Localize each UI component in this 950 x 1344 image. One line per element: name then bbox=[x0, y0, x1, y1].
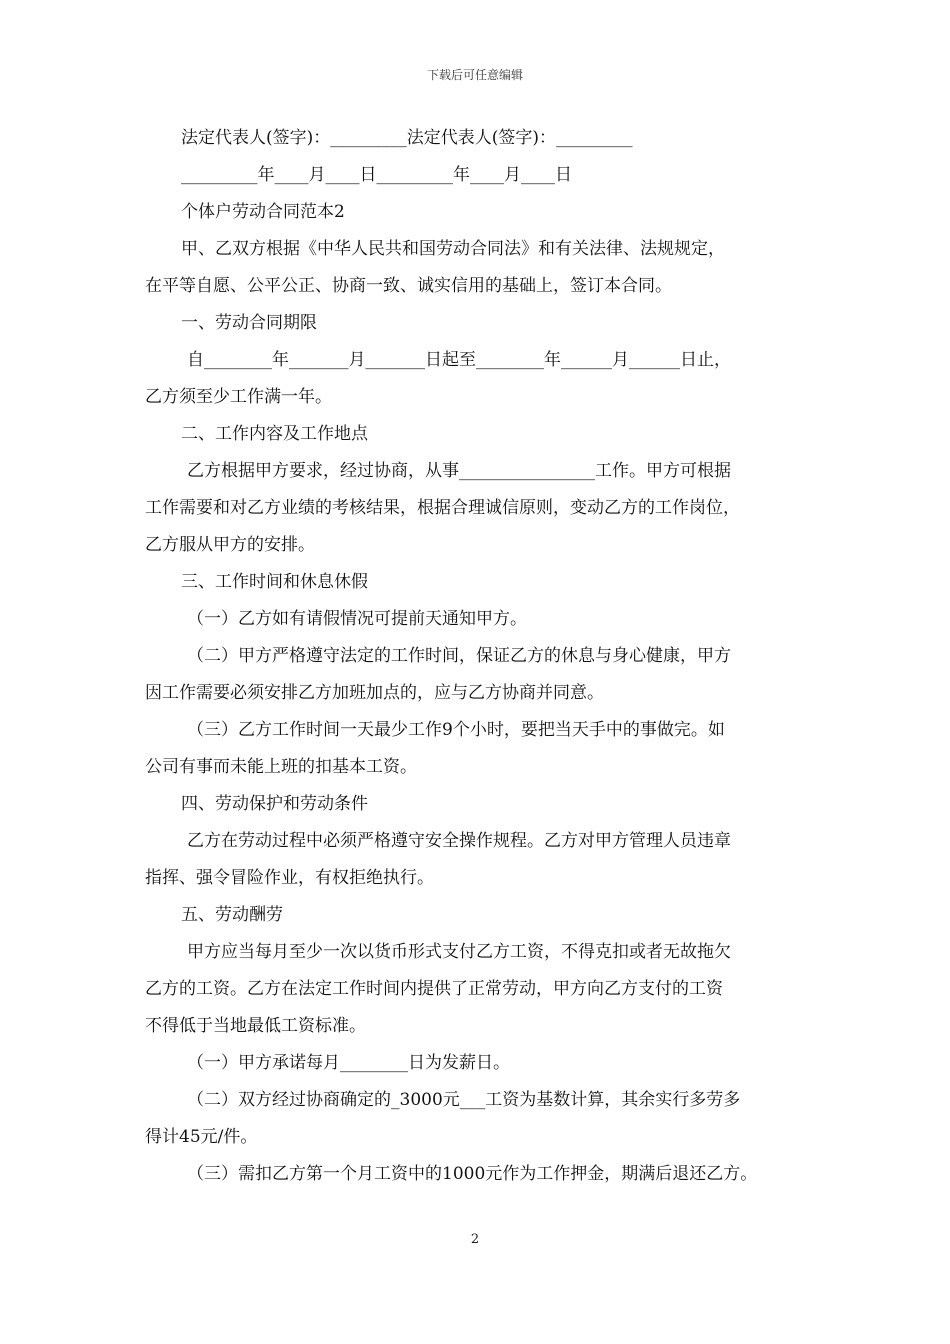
page-header: 下载后可任意编辑 bbox=[426, 68, 523, 82]
paragraph-line: 甲方应当每月至少一次以货币形式支付乙方工资，不得克扣或者无故拖欠 bbox=[187, 942, 731, 962]
paragraph-line: 甲、乙双方根据《中华人民共和国劳动合同法》和有关法律、法规规定， bbox=[181, 239, 725, 259]
paragraph-line: 自________年_______月_______日起至________年______月______日止， bbox=[187, 350, 731, 370]
paragraph-line: 得计45元/件。 bbox=[145, 1127, 258, 1147]
clause-line: （三）乙方工作时间一天最少工作9个小时，要把当天手中的事做完。如 bbox=[187, 720, 725, 740]
paragraph-line: 因工作需要必须安排乙方加班加点的，应与乙方协商并同意。 bbox=[145, 683, 604, 703]
paragraph-line: 乙方在劳动过程中必须严格遵守安全操作规程。乙方对甲方管理人员违章 bbox=[187, 831, 731, 851]
contract-title: 个体户劳动合同范本2 bbox=[181, 202, 345, 222]
date-line: _________年____月____日_________年____月____日 bbox=[181, 165, 572, 185]
clause-line: （一）乙方如有请假情况可提前天通知甲方。 bbox=[187, 609, 527, 629]
paragraph-line: 乙方根据甲方要求，经过协商，从事________________工作。甲方可根据 bbox=[187, 461, 731, 481]
paragraph-line: 指挥、强令冒险作业，有权拒绝执行。 bbox=[145, 868, 434, 888]
clause-line: （二）双方经过协商确定的_3000元___工资为基数计算，其余实行多劳多 bbox=[187, 1090, 741, 1110]
paragraph-line: 公司有事而未能上班的扣基本工资。 bbox=[145, 757, 417, 777]
section-heading: 五、劳动酬劳 bbox=[181, 905, 283, 925]
page-number: 2 bbox=[470, 1232, 480, 1247]
paragraph-line: 工作需要和对乙方业绩的考核结果，根据合理诚信原则，变动乙方的工作岗位， bbox=[145, 498, 740, 518]
paragraph-line: 乙方的工资。乙方在法定工作时间内提供了正常劳动，甲方向乙方支付的工资 bbox=[145, 979, 723, 999]
paragraph-line: 乙方须至少工作满一年。 bbox=[145, 387, 332, 407]
section-heading: 一、劳动合同期限 bbox=[181, 313, 317, 333]
paragraph-line: 乙方服从甲方的安排。 bbox=[145, 535, 315, 555]
paragraph-line: 不得低于当地最低工资标准。 bbox=[145, 1016, 366, 1036]
section-heading: 三、工作时间和休息休假 bbox=[181, 572, 368, 592]
clause-line: （二）甲方严格遵守法定的工作时间，保证乙方的休息与身心健康，甲方 bbox=[187, 646, 731, 666]
section-heading: 四、劳动保护和劳动条件 bbox=[181, 794, 368, 814]
clause-line: （三）需扣乙方第一个月工资中的1000元作为工作押金，期满后退还乙方。 bbox=[187, 1164, 758, 1184]
document-body bbox=[145, 120, 810, 1193]
section-heading: 二、工作内容及工作地点 bbox=[181, 424, 368, 444]
signature-line: 法定代表人(签字)：_________法定代表人(签字)：_________ bbox=[181, 128, 633, 148]
clause-line: （一）甲方承诺每月________日为发薪日。 bbox=[187, 1053, 510, 1073]
paragraph-line: 在平等自愿、公平公正、协商一致、诚实信用的基础上，签订本合同。 bbox=[145, 276, 672, 296]
